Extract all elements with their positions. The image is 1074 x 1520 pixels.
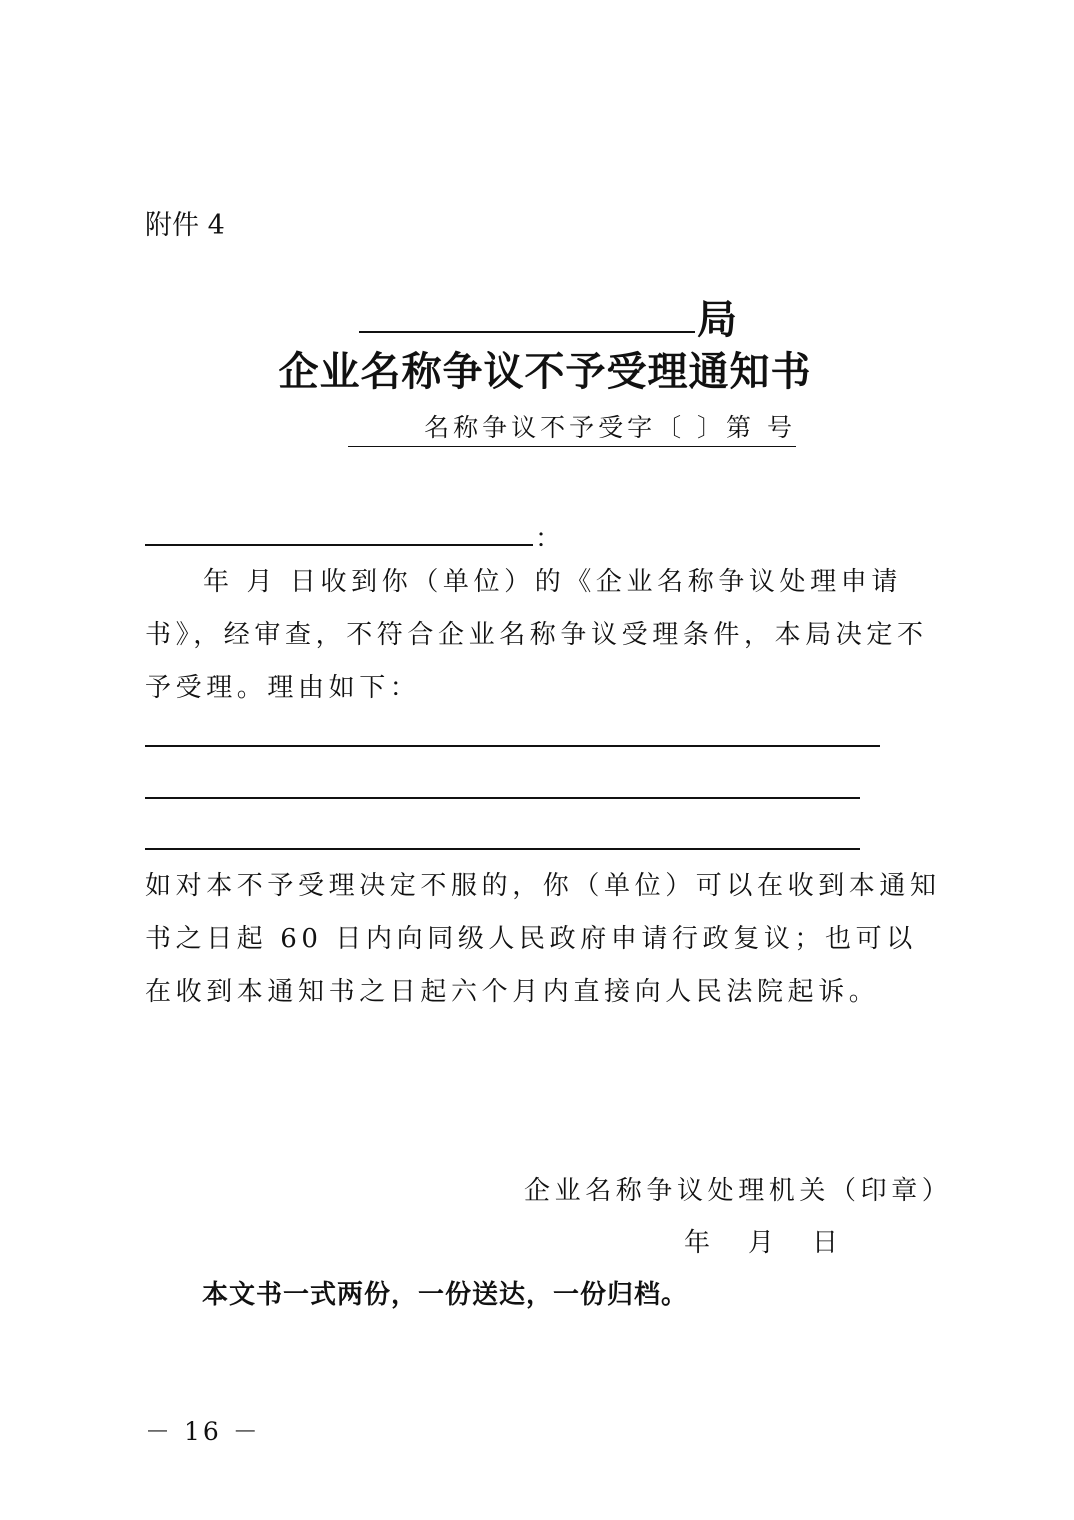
body-paragraph-appeal: 如对本不予受理决定不服的，你（单位）可以在收到本通知书之日起 60 日内向同级人民政府申请行政复议；也可以在收到本通知书之日起六个月内直接向人民法院起诉。 [145, 871, 941, 1007]
reason-blank-line[interactable] [145, 745, 880, 747]
document-number: 名称争议不予受字〔 〕第 号 [348, 408, 796, 447]
issue-date [684, 1222, 842, 1259]
recipient-blank[interactable] [145, 544, 533, 546]
date-year: 年 [684, 1228, 715, 1258]
date-month: 月 [748, 1228, 779, 1258]
date-day: 日 [812, 1228, 843, 1258]
reason-blank-line[interactable] [145, 848, 860, 850]
bureau-suffix: 局 [697, 296, 737, 343]
recipient-colon: ： [535, 524, 562, 554]
attachment-label: 附件 4 [145, 210, 225, 241]
reason-blank-line[interactable] [145, 797, 860, 799]
copies-note: 本文书一式两份，一份送达，一份归档。 [202, 1280, 689, 1310]
body-paragraph-receipt: 年 月 日收到你（单位）的《企业名称争议处理申请书》，经审查，不符合企业名称争议受理条件，本局决定不予受理。理由如下： [145, 567, 928, 703]
document-title: 企业名称争议不予受理通知书 [278, 348, 812, 395]
bureau-name-blank[interactable] [359, 289, 695, 333]
page-number: － 16 － [145, 1417, 261, 1446]
bureau-heading [288, 288, 808, 345]
issuing-authority: 企业名称争议处理机关（印章） [524, 1176, 953, 1206]
